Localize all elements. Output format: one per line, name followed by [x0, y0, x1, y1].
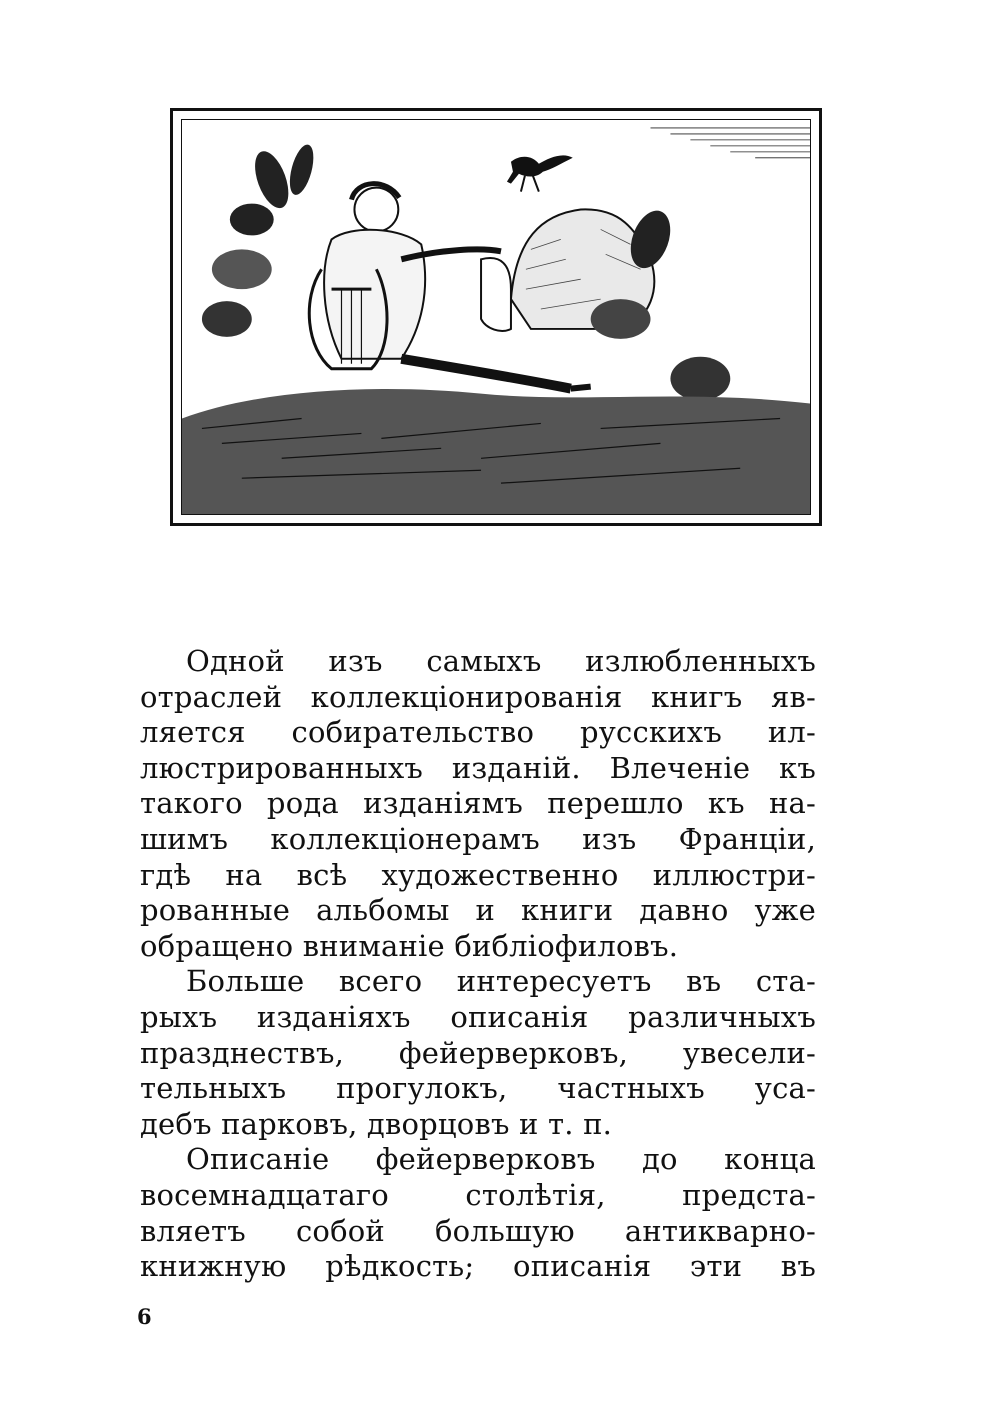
text-line: Описаніе фейерверковъ до конца — [186, 1142, 816, 1177]
sky-hatching — [651, 128, 810, 158]
text-line: шимъ коллекціонерамъ изъ Франціи, — [140, 821, 816, 856]
body-text — [140, 644, 816, 1285]
text-line: вляетъ собой большую антикварно- — [140, 1213, 816, 1248]
paragraph-3 — [140, 1142, 816, 1284]
text-line: обращено вниманіе библіофиловъ. — [140, 928, 679, 963]
text-line: Больше всего интересуетъ въ ста- — [186, 964, 816, 999]
text-line: такого рода изданіямъ перешло къ на- — [140, 786, 816, 821]
text-line: восемнадцатаго столѣтія, предста- — [140, 1177, 816, 1212]
ground — [182, 389, 810, 514]
text-line: рыхъ изданіяхъ описанія различныхъ — [140, 999, 816, 1034]
text-line: отраслей коллекціонированія книгъ яв- — [140, 679, 816, 714]
text-line: празднествъ, фейерверковъ, увесели- — [140, 1035, 816, 1070]
text-line: Одной изъ самыхъ излюбленныхъ — [186, 644, 816, 678]
text-line: дебъ парковъ, дворцовъ и т. п. — [140, 1106, 613, 1141]
engraving-apollo-with-lyre — [182, 120, 810, 514]
text-line: тельныхъ прогулокъ, частныхъ уса- — [140, 1071, 816, 1106]
paragraph-2 — [140, 964, 816, 1142]
text-line: люстрированныхъ изданій. Влеченіе къ — [140, 750, 816, 785]
text-line: книжную рѣдкость; описанія эти въ — [140, 1249, 816, 1284]
illustration — [181, 119, 811, 515]
scroll — [481, 258, 511, 331]
page-number: 6 — [137, 1304, 152, 1329]
text-line: ляется собирательство русскихъ ил- — [140, 715, 816, 750]
pegasus-figure — [507, 155, 573, 191]
foliage-left — [202, 142, 318, 337]
text-line: гдѣ на всѣ художественно иллюстри- — [140, 857, 816, 892]
illustration-frame — [170, 108, 822, 526]
paragraph-1 — [140, 644, 816, 964]
text-line: рованные альбомы и книги давно уже — [140, 893, 816, 928]
